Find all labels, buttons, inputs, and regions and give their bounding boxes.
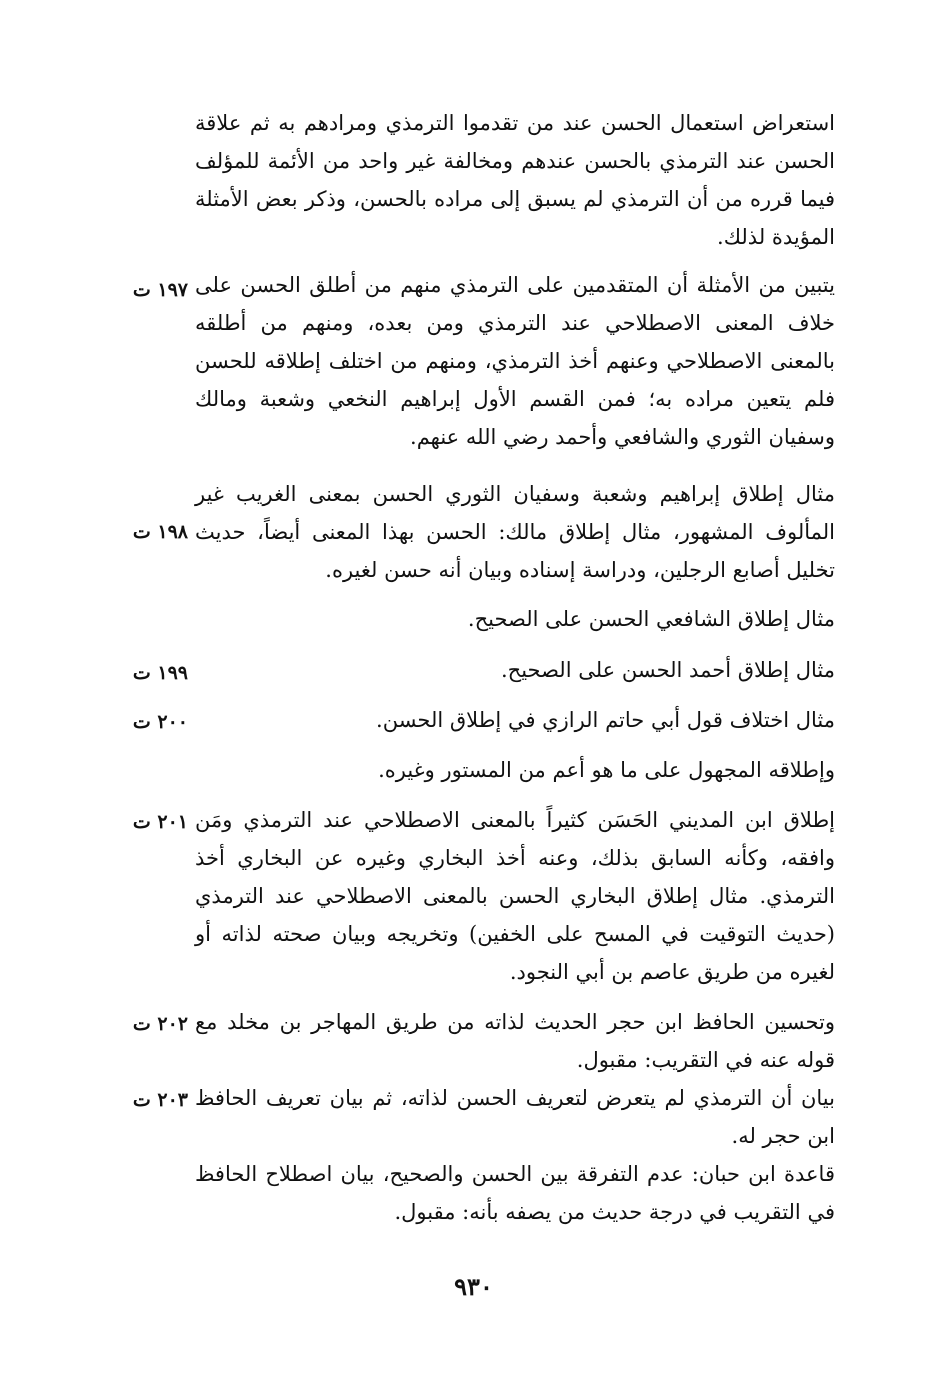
margin-ref-201: ٢٠١ ت — [132, 811, 188, 833]
paragraph-ahmad-example: مثال إطلاق أحمد الحسن على الصحيح. — [500, 658, 835, 682]
margin-ref-202: ٢٠٢ ت — [132, 1013, 188, 1035]
paragraph-early-usage: يتبين من الأمثلة أن المتقدمين على الترمذي منهم من أطلق الحسن على خلاف المعنى الاصطلاحي عند الترمذي ومن بعده، ومنهم من أطلقه بالمعنى الاصطلاحي وعنهم أخذ الترمذي، ومنهم من اختلف إطلاقه للحسن فلم يتعين مراده به؛ فمن القسم الأول إبراهيم النخعي وشعبة ومالك وسفيان الثوري والشافعي وأحمد رضي الله عنهم. — [195, 273, 835, 449]
margin-ref-198: ١٩٨ ت — [132, 521, 188, 543]
paragraph-abu-hatim-example: مثال اختلاف قول أبي حاتم الرازي في إطلاق الحسن. — [376, 708, 835, 732]
margin-ref-200: ٢٠٠ ت — [132, 711, 188, 733]
margin-ref-203: ٢٠٣ ت — [132, 1089, 188, 1111]
paragraph-tirmidhi-definition: بيان أن الترمذي لم يتعرض لتعريف الحسن لذاته، ثم بيان تعريف الحافظ ابن حجر له. — [195, 1086, 835, 1148]
paragraph-overview: استعراض استعمال الحسن عند من تقدموا الترمذي ومرادهم به ثم علاقة الحسن عند الترمذي بالحسن عندهم ومخالفة غير واحد من الأئمة للمؤلف فيما قرره من أن الترمذي لم يسبق إلى مراده بالحسن، وذكر بعض الأمثلة المؤيدة لذلك. — [195, 111, 835, 249]
paragraph-ibn-hajar-tahsin: وتحسين الحافظ ابن حجر الحديث لذاته من طريق المهاجر بن مخلد مع قوله عنه في التقريب: مقبول. — [195, 1010, 835, 1072]
paragraph-ibrahim-example: مثال إطلاق إبراهيم وشعبة وسفيان الثوري الحسن بمعنى الغريب غير المألوف المشهور، مثال إطلاق مالك: الحسن بهذا المعنى أيضاً، حديث تخليل أصابع الرجلين، ودراسة إسناده وبيان أنه حسن لغيره. — [195, 482, 835, 582]
paragraph-ibn-hibban-rule: قاعدة ابن حبان: عدم التفرقة بين الحسن والصحيح، بيان اصطلاح الحافظ في التقريب في درجة حديث من يصفه بأنه: مقبول. — [195, 1162, 835, 1224]
paragraph-ibn-madini: إطلاق ابن المديني الحَسَن كثيراً بالمعنى الاصطلاحي عند الترمذي ومَن وافقه، وكأنه السابق بذلك، وعنه أخذ البخاري وغيره عن البخاري أخذ الترمذي. مثال إطلاق البخاري الحسن بالمعنى الاصطلاحي عند الترمذي (حديث التوقيت في المسح على الخفين) وتخريجه وبيان صحته لذاته أو لغيره من طريق عاصم بن أبي النجود. — [195, 808, 835, 984]
margin-ref-199: ١٩٩ ت — [132, 662, 188, 684]
paragraph-majhul-usage: وإطلاقه المجهول على ما هو أعم من المستور وغيره. — [378, 758, 835, 782]
page-number: ٩٣٠ — [454, 1272, 493, 1301]
margin-ref-197: ١٩٧ ت — [132, 279, 188, 301]
paragraph-shafii-example: مثال إطلاق الشافعي الحسن على الصحيح. — [467, 607, 835, 631]
